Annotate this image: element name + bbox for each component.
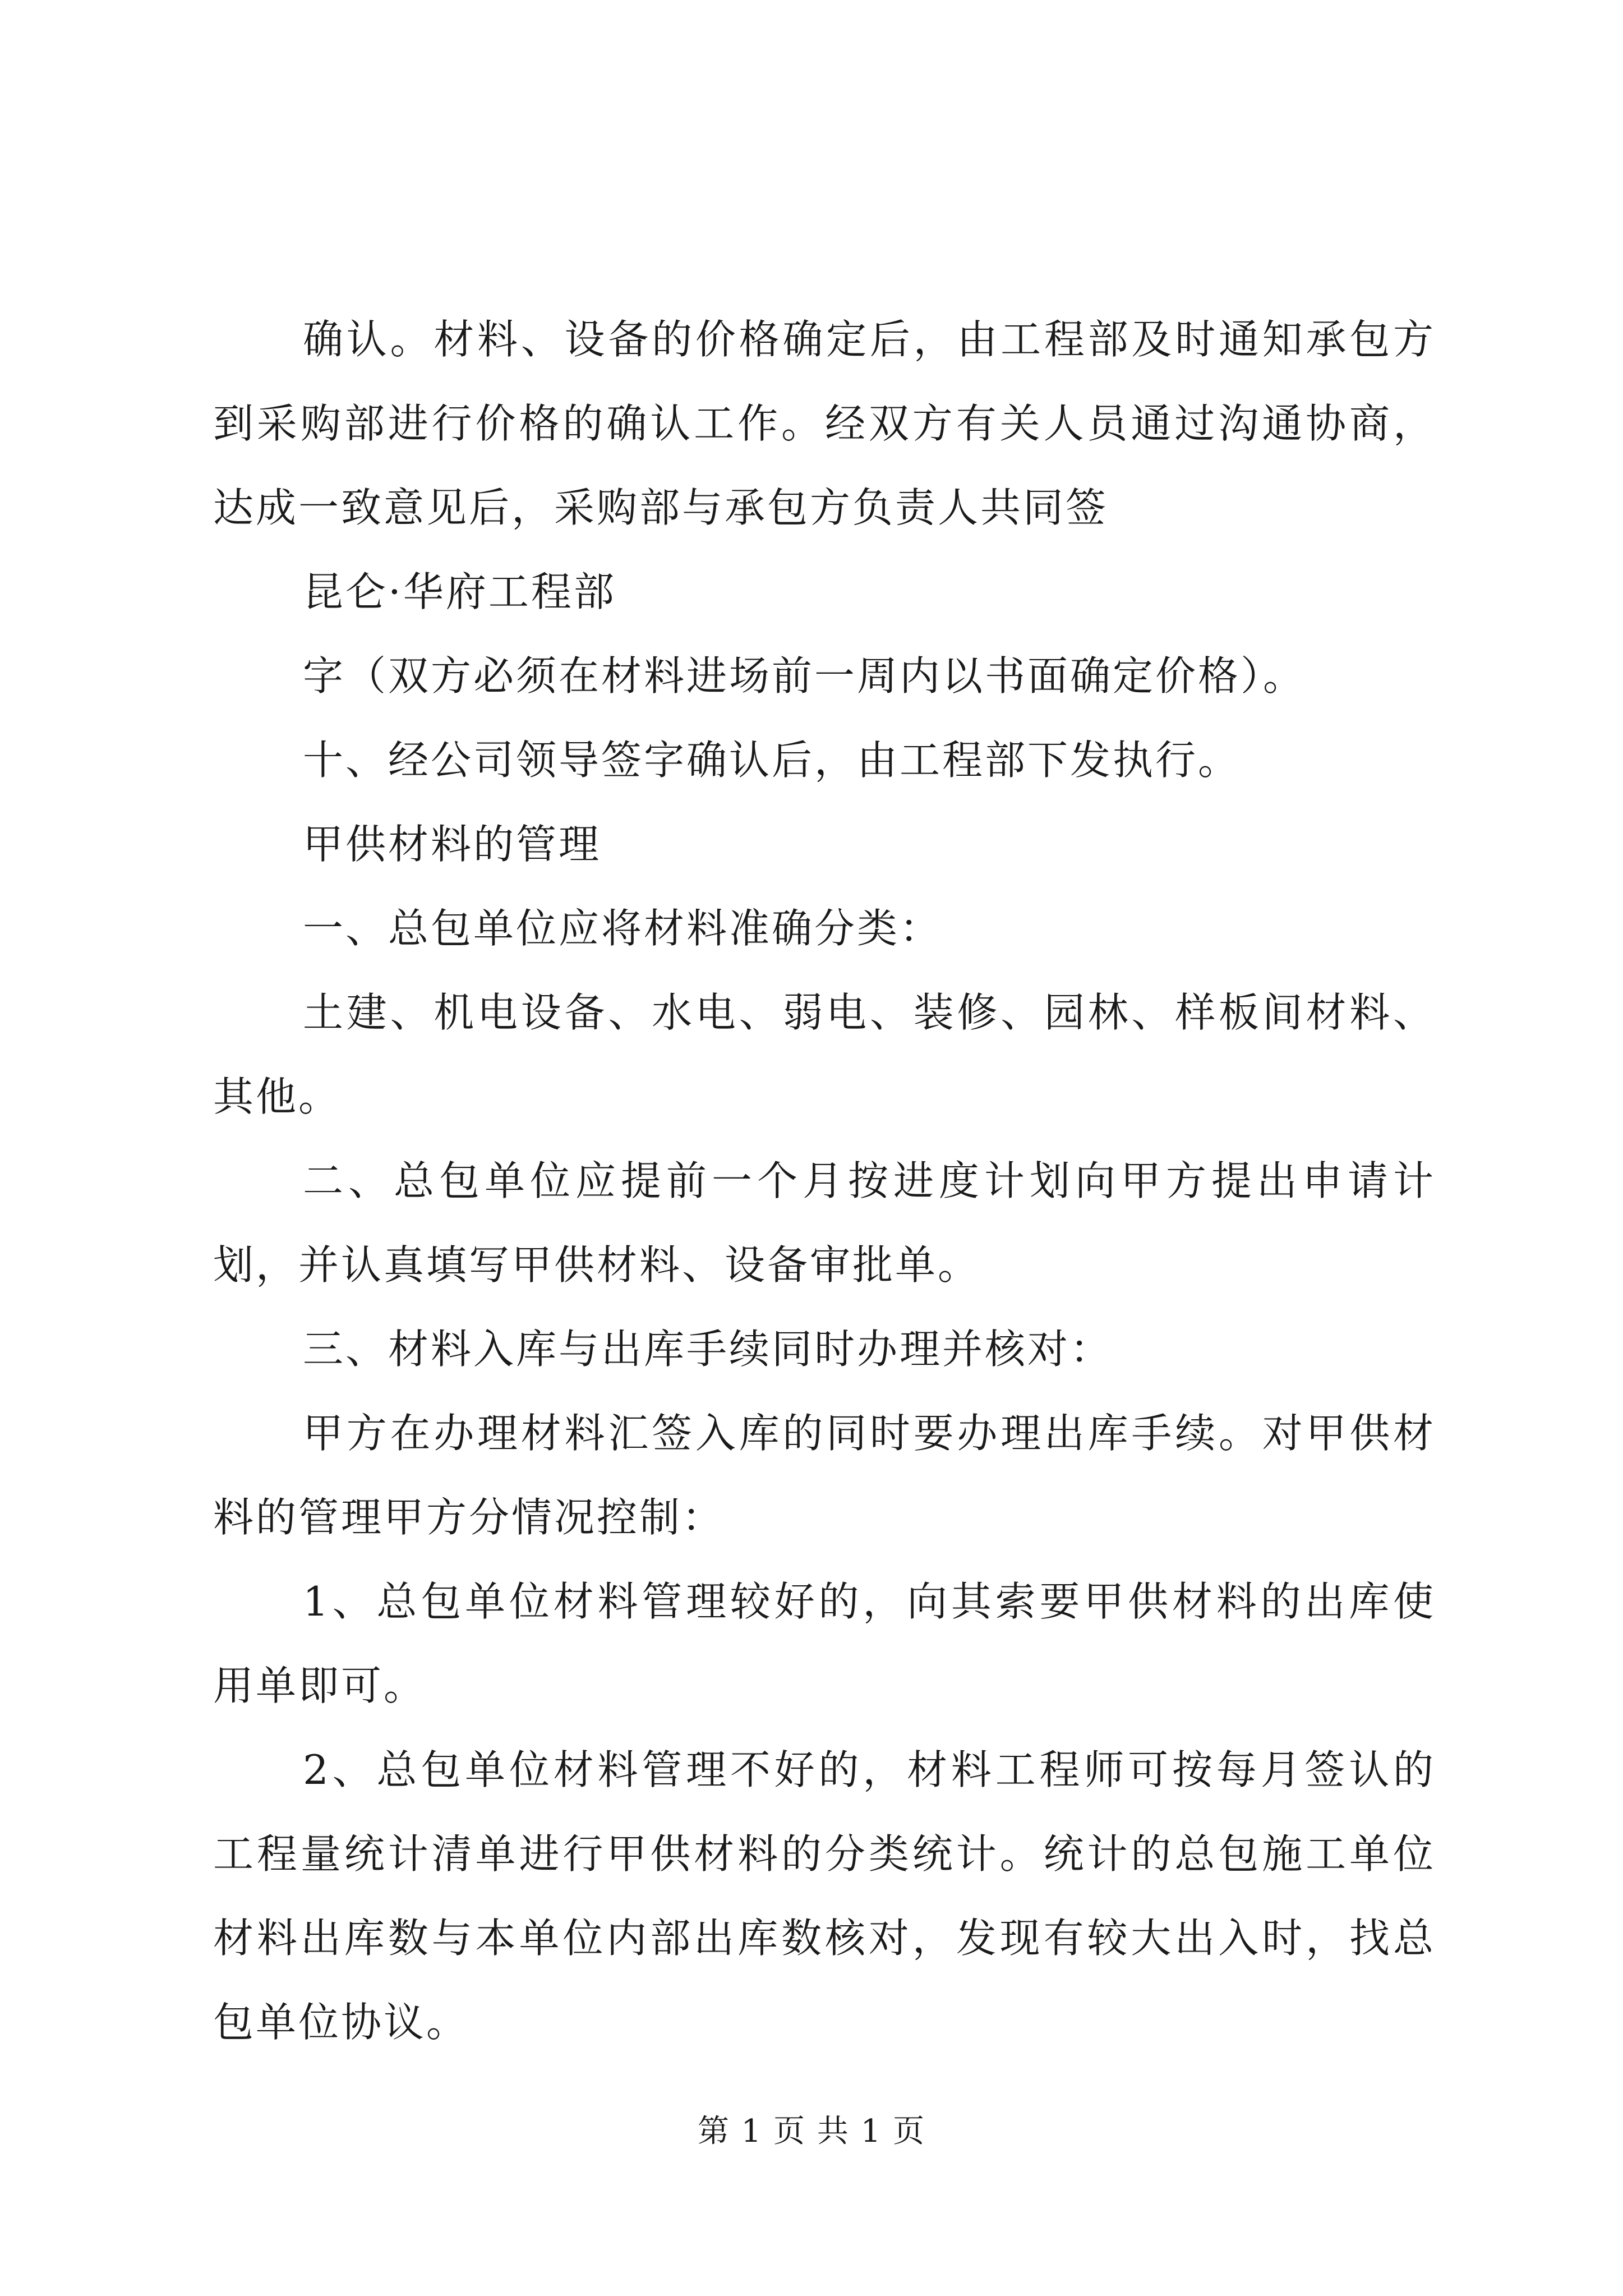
paragraph-item-one: 一、总包单位应将材料准确分类：: [303, 905, 943, 952]
paragraph-warehouse-procedure: 甲方在办理材料汇签入库的同时要办理出库手续。对甲供材料的管理甲方分情况控制：: [213, 1410, 1436, 1541]
paragraph-item-three: 三、材料入库与出库手续同时办理并核对：: [303, 1326, 1113, 1373]
page-footer: 第 1 页 共 1 页: [697, 2113, 926, 2150]
paragraph-signature-note: 字（双方必须在材料进场前一周内以书面确定价格）。: [303, 652, 1306, 700]
paragraph-case-two: 2、总包单位材料管理不好的，材料工程师可按每月签认的工程量统计清单进行甲供材料的分类统计。统计的总包施工单位材料出库数与本单位内部出库数核对，发现有较大出入时，找总包单位协议。: [213, 1746, 1436, 2046]
section-heading-supplied-materials: 甲供材料的管理: [303, 821, 602, 868]
paragraph-material-categories: 土建、机电设备、水电、弱电、装修、园林、样板间材料、其他。: [213, 989, 1436, 1120]
paragraph-project-department: 昆仑·华府工程部: [303, 568, 616, 615]
document-body: [213, 297, 1436, 2064]
paragraph-case-one: 1、总包单位材料管理较好的，向其索要甲供材料的出库使用单即可。: [213, 1578, 1436, 1709]
paragraph-item-two: 二、总包单位应提前一个月按进度计划向甲方提出申请计划，并认真填写甲供材料、设备审批单。: [213, 1157, 1436, 1289]
paragraph-price-confirmation: 确认。材料、设备的价格确定后，由工程部及时通知承包方到采购部进行价格的确认工作。经双方有关人员通过沟通协商，达成一致意见后，采购部与承包方负责人共同签: [213, 316, 1436, 531]
paragraph-item-ten: 十、经公司领导签字确认后，由工程部下发执行。: [303, 737, 1241, 784]
